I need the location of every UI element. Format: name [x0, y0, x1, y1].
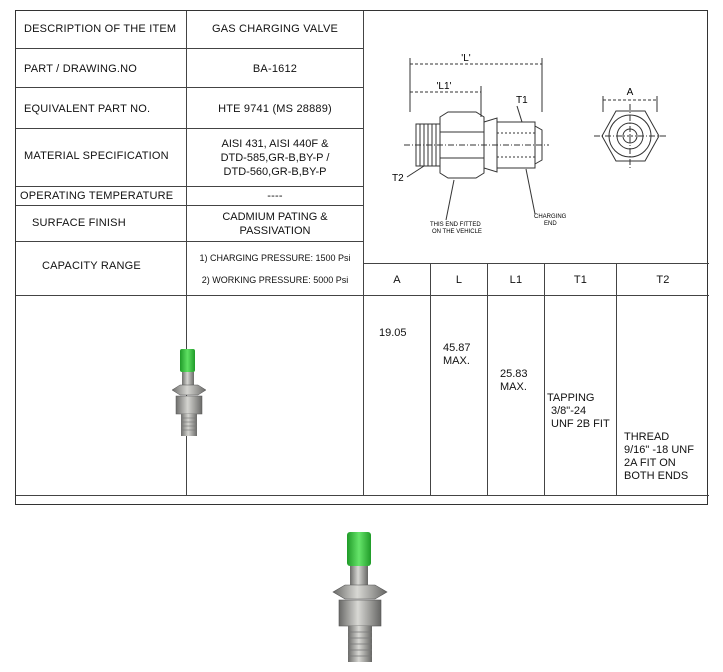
dim-value-line: 19.05 [379, 327, 407, 339]
value-equivalent: HTE 9741 (MS 28889) [218, 103, 332, 115]
dim-value-line: MAX. [500, 381, 527, 393]
dim-header-t2: T2 [656, 273, 670, 286]
value-material-line: AISI 431, AISI 440F & [221, 138, 329, 150]
value-finish-line: PASSIVATION [239, 225, 311, 237]
note-vehicle-end: ON THE VEHICLE [432, 229, 482, 235]
value-material-line: DTD-560,GR-B,BY-P [223, 166, 327, 178]
dim-value-line: BOTH ENDS [624, 470, 689, 482]
note-charging-end: CHARGING [534, 214, 567, 220]
dim-value-line: TAPPING [547, 392, 595, 404]
valve-technical-drawing [364, 12, 708, 262]
value-capacity-line: 2) WORKING PRESSURE: 5000 Psi [201, 275, 349, 285]
dim-header-t1: T1 [573, 273, 588, 286]
label-t1: T1 [516, 95, 528, 106]
divider [16, 495, 709, 496]
value-capacity-line: 1) CHARGING PRESSURE: 1500 Psi [199, 253, 351, 263]
dim-value-l [443, 342, 471, 368]
value-finish-line: CADMIUM PATING & [222, 211, 328, 223]
dim-value-line: 9/16" -18 UNF [624, 444, 694, 456]
divider [16, 128, 363, 129]
dim-value-l1 [500, 368, 528, 394]
divider [16, 295, 709, 296]
divider [544, 263, 545, 495]
dim-header-l: L [455, 273, 463, 286]
dim-header-l1: L1 [509, 273, 523, 286]
dim-value-line: 2A FIT ON [624, 457, 676, 469]
value-material [187, 137, 363, 179]
row-label-capacity: CAPACITY RANGE [42, 260, 141, 272]
dim-value-a [379, 327, 407, 340]
dimension-label-a: A [626, 87, 634, 98]
divider [616, 263, 617, 495]
dim-value-line: MAX. [443, 355, 470, 367]
row-label-finish: SURFACE FINISH [32, 217, 126, 229]
value-material-line: DTD-585,GR-B,BY-P / [220, 152, 330, 164]
dim-value-t2 [624, 431, 694, 483]
divider [16, 241, 363, 242]
note-vehicle-end: THIS END FITTED [430, 222, 481, 228]
divider [487, 263, 488, 495]
divider [430, 263, 431, 495]
dim-value-t1 [547, 392, 610, 431]
value-part-no: BA-1612 [252, 63, 298, 75]
dim-header-a: A [393, 273, 401, 286]
value-capacity [187, 247, 363, 291]
dim-value-line: 3/8"-24 [551, 405, 587, 417]
dimension-label-l1: 'L1' [436, 81, 452, 92]
row-label-temperature: OPERATING TEMPERATURE [20, 189, 174, 202]
row-label-equivalent: EQUIVALENT PART NO. [24, 103, 151, 115]
dimension-label-l: 'L' [461, 53, 471, 64]
spec-sheet [15, 10, 708, 505]
divider [16, 48, 363, 49]
value-temperature: ---- [267, 189, 283, 202]
row-label-description: DESCRIPTION OF THE ITEM [24, 23, 177, 35]
dim-value-line: 45.87 [443, 342, 471, 354]
dim-value-line: THREAD [624, 431, 670, 443]
divider [16, 87, 363, 88]
row-label-material: MATERIAL SPECIFICATION [24, 150, 169, 162]
label-t2: T2 [392, 173, 404, 184]
row-label-part-no: PART / DRAWING.NO [24, 63, 138, 75]
valve-product-photo-large [321, 528, 401, 668]
dim-value-line: 25.83 [500, 368, 528, 380]
note-charging-end: END [544, 221, 557, 227]
value-description: GAS CHARGING VALVE [211, 23, 339, 35]
value-finish [187, 210, 363, 238]
dim-value-line: UNF 2B FIT [551, 418, 610, 430]
divider [16, 205, 363, 206]
valve-product-photo [164, 345, 214, 445]
